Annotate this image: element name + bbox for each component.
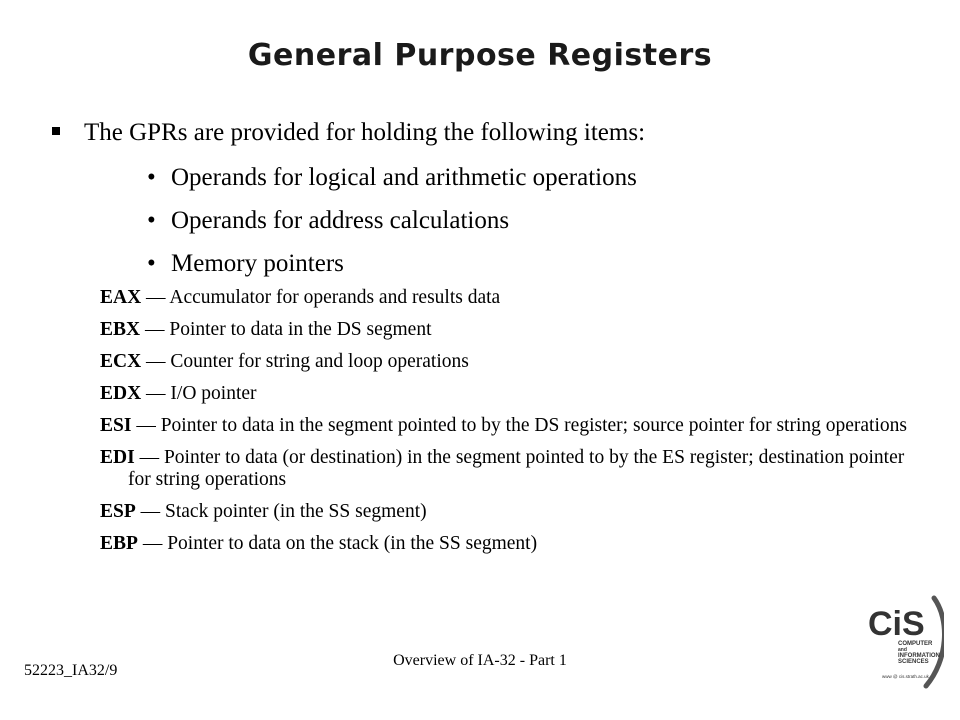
register-desc: I/O pointer (170, 383, 257, 404)
register-desc: Pointer to data (or destination) in the segment pointed to by the ES register; destination pointer for string operations (128, 447, 905, 490)
list-item (147, 242, 637, 285)
svg-text:INFORMATION: INFORMATION (898, 653, 940, 659)
svg-text:SCIENCES: SCIENCES (898, 659, 929, 665)
bullet-dot-icon: • (147, 164, 156, 191)
register-name: ESI (100, 415, 132, 436)
svg-text:www @ cis.strath.ac.uk: www @ cis.strath.ac.uk (882, 674, 929, 679)
intro-bullet (52, 116, 645, 150)
cis-logo (864, 590, 944, 690)
register-ebx: EBX — Pointer to data in the DS segment (100, 319, 432, 340)
svg-text:and: and (898, 647, 907, 653)
intro-text: The GPRs are provided for holding the following items: (84, 119, 646, 146)
register-list (100, 287, 920, 565)
svg-text:COMPUTER: COMPUTER (898, 641, 933, 647)
register-desc: Pointer to data in the segment pointed to by the DS register; source pointer for string operations (160, 415, 907, 436)
slide-id: 52223_IA32/9 (24, 662, 118, 679)
register-name: EDI (100, 447, 135, 468)
register-edi: EDI — Pointer to data (or destination) in the segment pointed to by the ES register; destination pointer for string operations (100, 447, 905, 490)
register-desc: Accumulator for operands and results data (169, 287, 501, 308)
list-item-text: Operands for logical and arithmetic operations (171, 164, 637, 191)
square-bullet-icon (52, 127, 60, 135)
register-desc: Stack pointer (in the SS segment) (165, 501, 427, 522)
register-ebp: EBP — Pointer to data on the stack (in the SS segment) (100, 533, 538, 554)
register-name: EAX (100, 287, 142, 308)
register-ecx: ECX — Counter for string and loop operations (100, 351, 469, 372)
register-desc: Counter for string and loop operations (170, 351, 469, 372)
subitem-list (147, 156, 637, 285)
register-name: EBX (100, 319, 141, 340)
register-name: EBP (100, 533, 138, 554)
list-item-text: Memory pointers (171, 250, 344, 277)
list-item (147, 156, 637, 199)
svg-text:CiS: CiS (868, 605, 925, 643)
bullet-dot-icon: • (147, 207, 156, 234)
register-esp: ESP — Stack pointer (in the SS segment) (100, 501, 427, 522)
list-item (147, 199, 637, 242)
slide-title: General Purpose Registers (247, 38, 713, 73)
register-name: EDX (100, 383, 142, 404)
register-esi: ESI — Pointer to data in the segment pointed to by the DS register; source pointer for string operations (100, 415, 907, 436)
register-edx: EDX — I/O pointer (100, 383, 257, 404)
register-desc: Pointer to data on the stack (in the SS segment) (167, 533, 538, 554)
footer-caption: Overview of IA-32 - Part 1 (393, 652, 567, 669)
register-name: ECX (100, 351, 142, 372)
bullet-dot-icon: • (147, 250, 156, 277)
list-item-text: Operands for address calculations (171, 207, 510, 234)
register-eax: EAX — Accumulator for operands and results data (100, 287, 501, 308)
register-desc: Pointer to data in the DS segment (169, 319, 432, 340)
register-name: ESP (100, 501, 136, 522)
